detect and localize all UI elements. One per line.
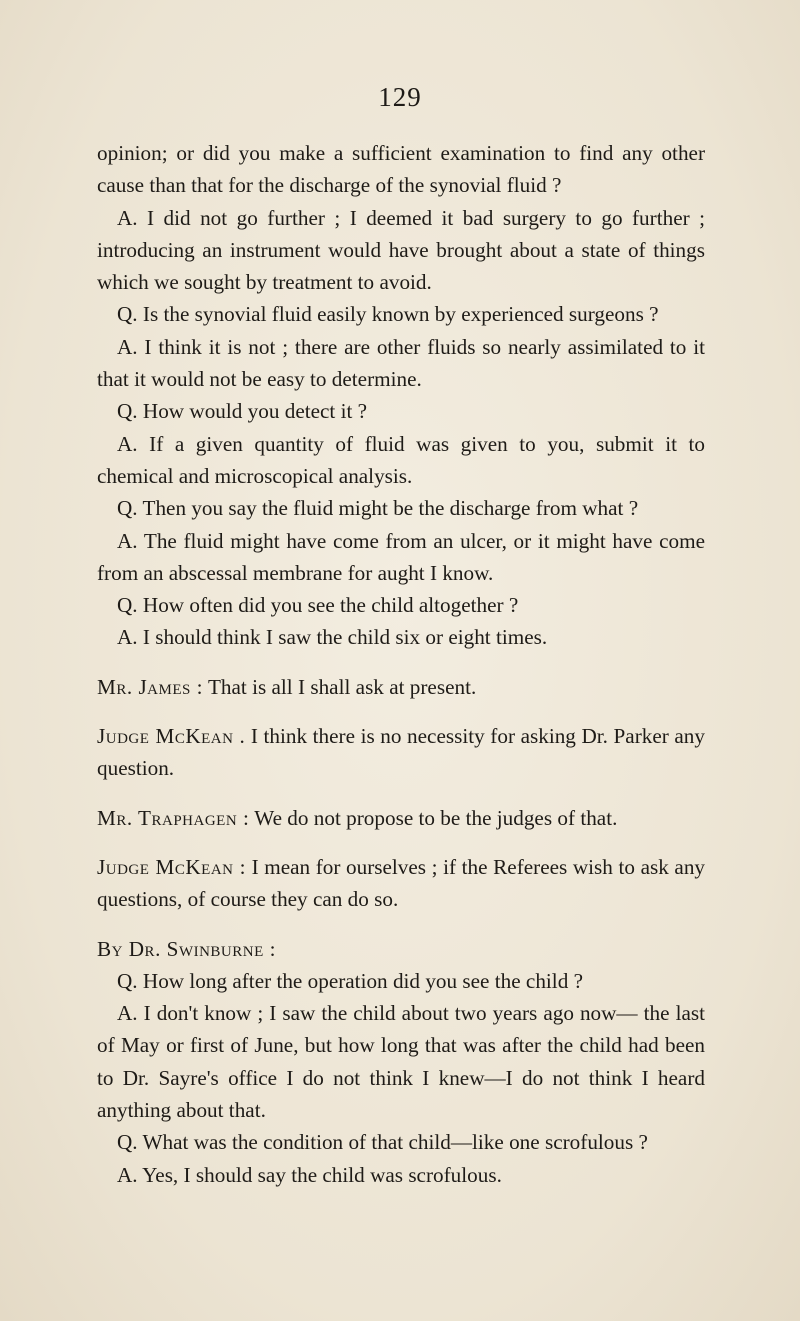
- paragraph: opinion; or did you make a sufficient examination to find any other cause than that for the discharge of the synovial fluid ?: [97, 141, 705, 198]
- paragraph: Q. Then you say the fluid might be the discharge from what ?: [117, 496, 639, 521]
- paragraph: A. If a given quantity of fluid was given to you, submit it to chemical and microscopical analysis.: [97, 431, 705, 488]
- speaker: Mr. James :: [97, 674, 204, 699]
- paragraph: Q. How often did you see the child altogether ?: [117, 593, 519, 618]
- paragraph: A. I should think I saw the child six or eight times.: [117, 625, 548, 650]
- speech-text: I think there is no necessity for asking Dr. Parker any question.: [97, 724, 705, 781]
- speech: [97, 720, 705, 785]
- paragraph: Q. How would you detect it ?: [117, 399, 368, 424]
- paragraph: A. The fluid might have come from an ulcer, or it might have come from an abscessal membrane for aught I know.: [97, 528, 705, 585]
- examiner-heading: By Dr. Swinburne :: [97, 936, 276, 961]
- paragraph: Q. What was the condition of that child—like one scrofulous ?: [117, 1130, 648, 1155]
- speech-text: I mean for ourselves ; if the Referees wish to ask any questions, of course they can do so.: [97, 854, 706, 912]
- paragraph: Q. Is the synovial fluid easily known by experienced surgeons ?: [117, 302, 659, 327]
- speech-text: That is all I shall ask at present.: [207, 674, 477, 699]
- speaker: Judge McKean :: [97, 854, 246, 879]
- paragraph: A. Yes, I should say the child was scrofulous.: [117, 1162, 502, 1187]
- paragraph: A. I don't know ; I saw the child about two years ago now— the last of May or first of June, but how long that was after the child had been to Dr. Sayre's office I do not think I knew—I do not think I heard anything about that.: [97, 1001, 705, 1123]
- speech-text: We do not propose to be the judges of that.: [254, 805, 618, 830]
- speaker: Mr. Traphagen :: [97, 805, 250, 830]
- paragraph: A. I did not go further ; I deemed it bad surgery to go further ; introducing an instrument would have brought about a state of things which we sought by treatment to avoid.: [97, 205, 705, 295]
- paragraph: Q. How long after the operation did you see the child ?: [117, 968, 583, 993]
- page-number: 129: [378, 82, 422, 112]
- speech: [97, 671, 705, 703]
- speech: [97, 802, 705, 834]
- speech: [97, 851, 705, 916]
- speaker: Judge McKean .: [97, 724, 246, 749]
- paragraph: A. I think it is not ; there are other fluids so nearly assimilated to it that it would not be easy to determine.: [97, 334, 705, 392]
- page-body: [97, 137, 705, 1191]
